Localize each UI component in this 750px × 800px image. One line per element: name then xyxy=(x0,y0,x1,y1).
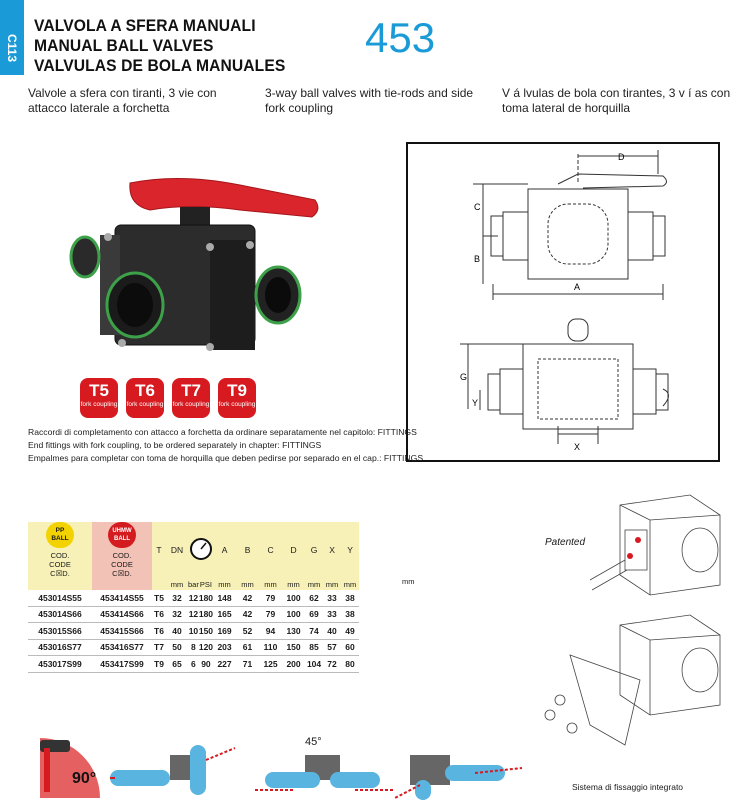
description-es: V á lvulas de bola con tirantes, 3 v í as con toma lateral de horquilla xyxy=(502,86,731,115)
technical-drawing xyxy=(408,144,718,460)
note-en: End fittings with fork coupling, to be ordered separately in chapter: FITTINGS xyxy=(28,440,322,450)
chapter-tab xyxy=(0,0,24,75)
dim-label-g: G xyxy=(460,372,468,382)
title-it: VALVOLA A SFERA MANUALI xyxy=(34,16,256,35)
table-unit-trailer: mm xyxy=(402,577,415,586)
flow-diagram-2 xyxy=(255,750,395,800)
angle-90-label: 90° xyxy=(72,770,97,787)
table-row: 453015S66 453415S66 T6 40 10 150 169 52 94 130 74 40 49 xyxy=(28,623,359,640)
title-es: VALVULAS DE BOLA MANUALES xyxy=(34,56,286,75)
uhmw-ball-badge: UHMW BALL xyxy=(108,522,136,548)
col-g: G xyxy=(305,522,323,578)
table-header xyxy=(28,522,359,578)
col-b: B xyxy=(236,522,259,578)
col-x: X xyxy=(323,522,341,578)
chapter-tab-label: C113 xyxy=(5,34,19,63)
uhmw-column-header: UHMW BALL COD. CODE C☒D. xyxy=(92,522,152,578)
units-row: mm bar PSI mm mm mm mm mm mm mm xyxy=(28,578,359,590)
table-row: 453017S99 453417S99 T9 65 6 90 227 71 125 200 104 72 80 xyxy=(28,656,359,673)
title-en: MANUAL BALL VALVES xyxy=(34,36,214,55)
note-it: Raccordi di completamento con attacco a forchetta da ordinare separatamente nel capitolo: FITTINGS xyxy=(28,427,417,437)
badge-t7: T7 fork coupling xyxy=(172,378,210,418)
patented-label: Patented xyxy=(545,537,586,548)
table-row: 453014S55 453414S55 T5 32 12 180 148 42 79 100 62 33 38 xyxy=(28,590,359,606)
valve-photo xyxy=(60,165,325,365)
integrated-fixing-caption: Sistema di fissaggio integrato xyxy=(572,782,684,792)
product-code: 453 xyxy=(365,14,436,61)
dim-label-a: A xyxy=(574,282,581,292)
table-row: 453016S77 453416S77 T7 50 8 120 203 61 110 150 85 57 60 xyxy=(28,639,359,656)
handle-90-icon xyxy=(20,728,120,800)
dim-label-b: B xyxy=(474,254,481,264)
col-c: C xyxy=(259,522,282,578)
pp-ball-badge: PP BALL xyxy=(46,522,74,548)
description-en: 3-way ball valves with tie-rods and side fork coupling xyxy=(265,86,474,115)
col-t: T xyxy=(152,522,166,578)
dim-label-c: C xyxy=(474,202,481,212)
col-y: Y xyxy=(341,522,359,578)
flow-diagram-3 xyxy=(390,740,525,800)
dim-label-x: X xyxy=(574,442,581,452)
spec-table xyxy=(28,522,359,673)
col-a: A xyxy=(213,522,236,578)
pressure-gauge-icon xyxy=(189,537,213,561)
badge-t6: T6 fork coupling xyxy=(126,378,164,418)
table-row: 453014S66 453414S66 T6 32 12 180 165 42 79 100 69 33 38 xyxy=(28,606,359,623)
badge-t5: T5 fork coupling xyxy=(80,378,118,418)
col-d: D xyxy=(282,522,305,578)
col-pressure xyxy=(188,522,213,578)
dim-label-d: D xyxy=(618,152,625,162)
technical-drawing-frame xyxy=(406,142,720,462)
dim-label-y: Y xyxy=(472,398,479,408)
description-it: Valvole a sfera con tiranti, 3 vie con attacco laterale a forchetta xyxy=(28,86,217,115)
angle-45-label: 45° xyxy=(305,736,322,748)
patented-exploded-drawing xyxy=(530,490,745,755)
flow-diagram-1 xyxy=(110,740,240,800)
pp-column-header: PP BALL COD. CODE C☒D. xyxy=(28,522,92,578)
badge-t9: T9 fork coupling xyxy=(218,378,256,418)
note-es: Empalmes para completar con toma de horquilla que deben pedirse por separado en el cap.: FITTINGS xyxy=(28,453,424,463)
col-dn: DN xyxy=(166,522,188,578)
